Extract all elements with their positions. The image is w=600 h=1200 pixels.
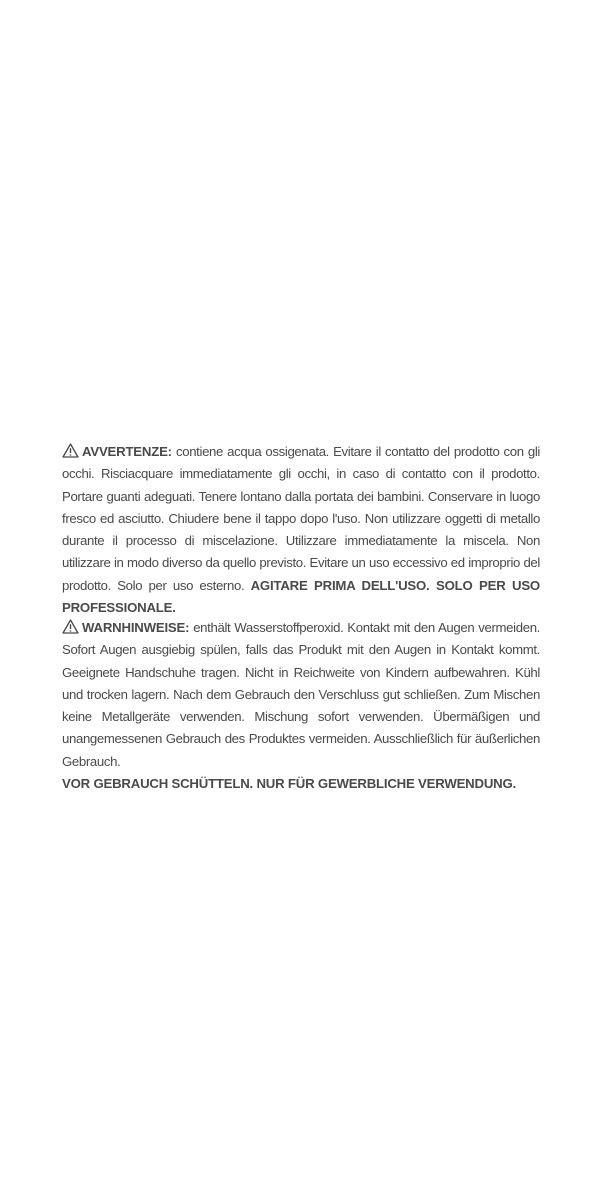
warning-body: enthält Wasserstoffperoxid. Kontakt mit den Augen vermeiden. Sofort Augen ausgiebig spülen, falls das Produkt mit den Augen in Kontakt kommt. Geeignete Handschuhe tragen. Nicht in Reichweite von Kindern aufbewahren. Kühl und trocken lagern. Nach dem Gebrauch den Verschluss gut schließen. Zum Mischen keine Metallgeräte verwenden. Mischung sofort verwenden. Übermäßigen und unangemessenen Gebrauch des Produktes vermeiden. Ausschließlich für äußerlichen Gebrauch. bbox=[62, 620, 540, 769]
warning-closing: AGITARE PRIMA DELL'USO. SOLO PER USO PROFESSIONALE. bbox=[62, 577, 540, 616]
warning-block-german bbox=[62, 617, 540, 795]
warning-body: contiene acqua ossigenata. Evitare il contatto del prodotto con gli occhi. Risciacquare immediatamente gli occhi, in caso di contatto con il prodotto. Portare guanti adeguati. Tenere lontano dalla portata dei bambini. Conservare in luogo fresco ed asciutto. Chiudere bene il tappo dopo l'uso. Non utilizzare oggetti di metallo durante il processo di miscelazione. Utilizzare immediatamente la miscela. Non utilizzare in modo diverso da quello previsto. Evitare un uso eccessivo ed improprio del prodotto. Solo per uso esterno. bbox=[62, 444, 540, 593]
warning-heading: WARNHINWEISE: bbox=[82, 620, 190, 635]
warning-heading: AVVERTENZE: bbox=[82, 444, 172, 459]
warning-triangle-icon bbox=[62, 443, 79, 458]
warning-closing: VOR GEBRAUCH SCHÜTTELN. NUR FÜR GEWERBLICHE VERWENDUNG. bbox=[62, 776, 516, 792]
warning-block-italian bbox=[62, 441, 540, 619]
warning-triangle-icon bbox=[62, 619, 79, 634]
